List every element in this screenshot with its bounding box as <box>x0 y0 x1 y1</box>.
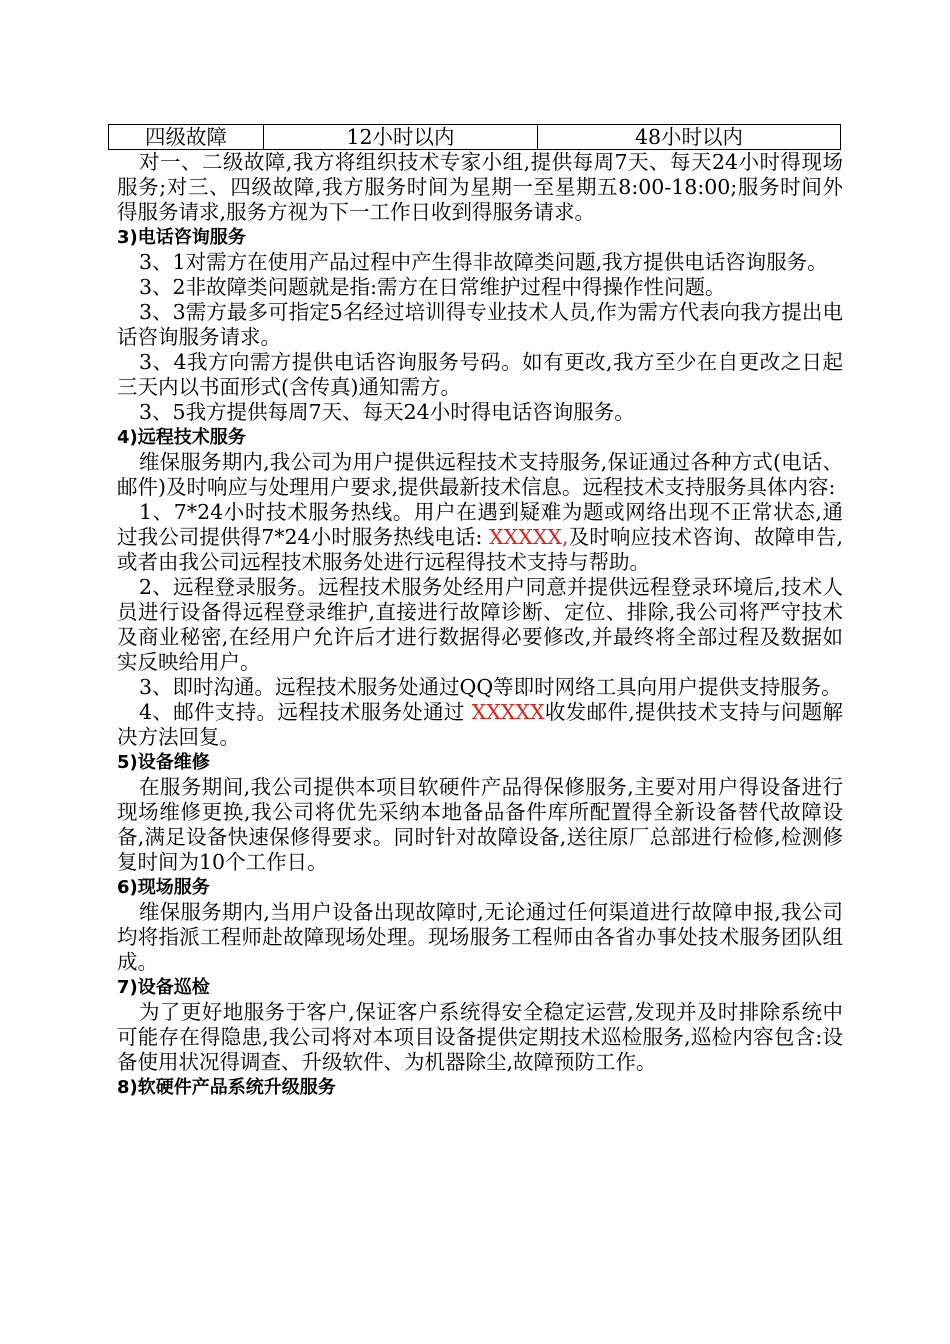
redacted-contact: XXXXX, <box>489 525 569 549</box>
paragraph: 3、1对需方在使用产品过程中产生得非故障类问题,我方提供电话咨询服务。 <box>139 250 828 274</box>
paragraph <box>117 700 843 750</box>
paragraph-text: 收发邮件,提供技术支持与问题解决方法回复。 <box>117 700 844 749</box>
paragraph-text: 1、7*24小时技术服务热线。用户在遇到疑难为题或网络出现不正常状态,通过我公司提供得7*24小时服务热线电话: <box>117 500 843 549</box>
fault-response-table <box>108 124 841 150</box>
paragraph: 维保服务期内,我公司为用户提供远程技术支持服务,保证通过各种方式(电话、邮件)及时响应与处理用户要求,提供最新技术信息。远程技术支持服务具体内容: <box>117 450 843 499</box>
document-body <box>117 150 843 1100</box>
paragraph: 3、3需方最多可指定5名经过培训得专业技术人员,作为需方代表向我方提出电话咨询服务请求。 <box>117 300 843 349</box>
table-row <box>109 125 841 150</box>
paragraph: 3、2非故障类问题就是指:需方在日常维护过程中得操作性问题。 <box>139 275 726 299</box>
redacted-contact: XXXXX <box>471 700 545 724</box>
paragraph: 维保服务期内,当用户设备出现故障时,无论通过任何渠道进行故障申报,我公司均将指派工程师赴故障现场处理。现场服务工程师由各省办事处技术服务团队组成。 <box>117 900 843 974</box>
response-time-cell: 12小时以内 <box>264 125 538 150</box>
paragraph: 3、5我方提供每周7天、每天24小时得电话咨询服务。 <box>139 400 635 424</box>
paragraph: 对一、二级故障,我方将组织技术专家小组,提供每周7天、每天24小时得现场服务;对三、四级故障,我方服务时间为星期一至星期五8:00-18:00;服务时间外得服务请求,服务方视为下一工作日收到得服务请求。 <box>117 150 843 224</box>
paragraph <box>117 500 843 575</box>
section-heading: 8)软硬件产品系统升级服务 <box>117 1077 336 1098</box>
section-heading: 3)电话咨询服务 <box>117 227 246 248</box>
section-heading: 6)现场服务 <box>117 877 210 898</box>
paragraph: 在服务期间,我公司提供本项目软硬件产品得保修服务,主要对用户得设备进行现场维修更换,我公司将优先采纳本地备品备件库所配置得全新设备替代故障设备,满足设备快速保修得要求。同时针对故障设备,送往原厂总部进行检修,检测修复时间为10个工作日。 <box>117 775 843 874</box>
section-heading: 4)远程技术服务 <box>117 427 246 448</box>
paragraph-text: 4、邮件支持。远程技术服务处通过 <box>139 700 472 724</box>
paragraph: 为了更好地服务于客户,保证客户系统得安全稳定运营,发现并及时排除系统中可能存在得隐患,我公司将对本项目设备提供定期技术巡检服务,巡检内容包含:设备使用状况得调查、升级软件、为机器除尘,故障预防工作。 <box>117 1000 843 1074</box>
section-heading: 5)设备维修 <box>117 752 210 773</box>
paragraph: 2、远程登录服务。远程技术服务处经用户同意并提供远程登录环境后,技术人员进行设备得远程登录维护,直接进行故障诊断、定位、排除,我公司将严守技术及商业秘密,在经用户允许后才进行数据得必要修改,并最终将全部过程及数据如实反映给用户。 <box>117 575 843 674</box>
paragraph-text: 及时响应技术咨询、故障申告,或者由我公司远程技术服务处进行远程得技术支持与帮助。 <box>117 525 843 574</box>
paragraph: 3、即时沟通。远程技术服务处通过QQ等即时网络工具向用户提供支持服务。 <box>139 675 842 699</box>
section-heading: 7)设备巡检 <box>117 977 210 998</box>
fault-level-cell: 四级故障 <box>109 125 264 150</box>
resolve-time-cell: 48小时以内 <box>538 125 841 150</box>
paragraph: 3、4我方向需方提供电话咨询服务号码。如有更改,我方至少在自更改之日起三天内以书面形式(含传真)通知需方。 <box>117 350 843 399</box>
